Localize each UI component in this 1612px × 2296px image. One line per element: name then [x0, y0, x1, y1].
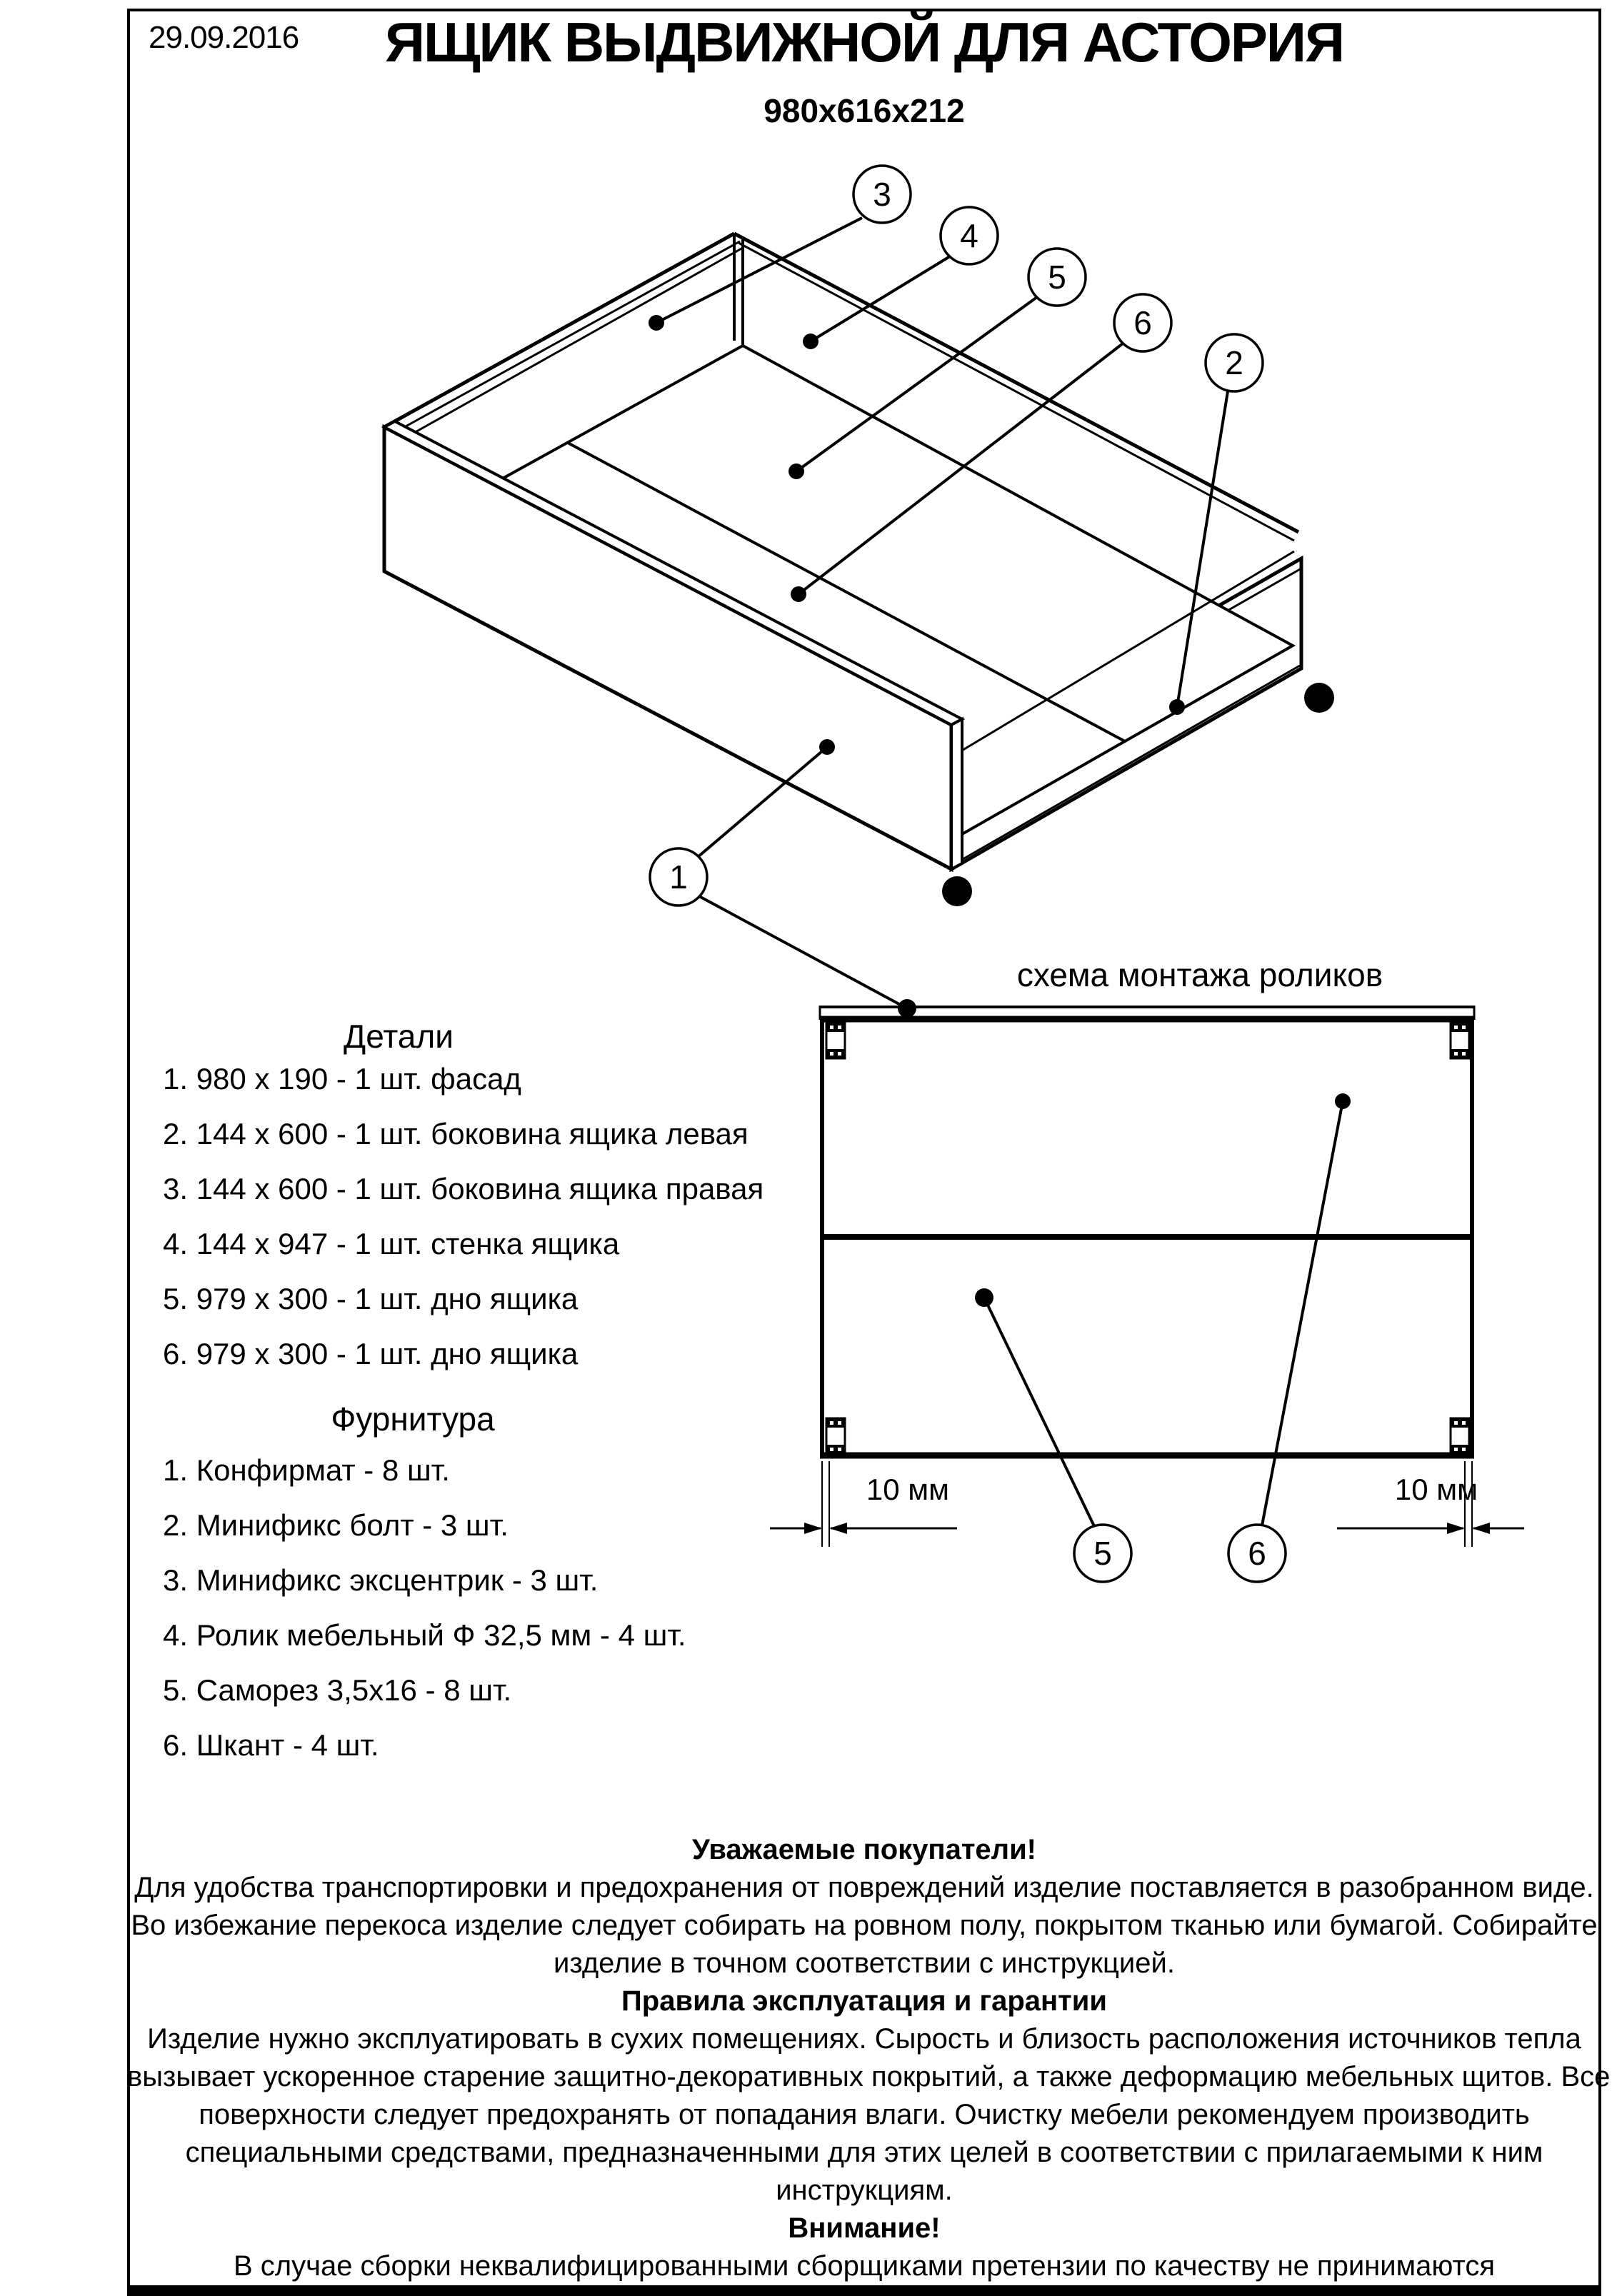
notes-line: вызывает ускоренное старение защитно-декоративных покрытий, а также деформацию мебельных щитов. Все	[127, 2061, 1611, 2092]
roller-wheel-right	[1304, 683, 1334, 713]
notes-line: специальными средствами, предназначенными для этих целей в соответствии с прилагаемыми к ним	[185, 2137, 1543, 2168]
svg-text:5: 5	[1093, 1535, 1112, 1572]
notes-line: Для удобства транспортировки и предохранения от повреждений изделие поставляется в разобранном виде.	[134, 1872, 1594, 1903]
callout-3	[853, 166, 911, 223]
scheme-title: схема монтажа роликов	[1016, 956, 1383, 993]
svg-text:6: 6	[1248, 1535, 1266, 1572]
callout-4	[941, 207, 998, 264]
parts-item: 3. 144 х 600 - 1 шт. боковина ящика правая	[163, 1172, 764, 1205]
roller-bracket-top-right	[1451, 1023, 1469, 1058]
hardware-item: 2. Минификс болт - 3 шт.	[163, 1508, 509, 1542]
parts-item: 2. 144 х 600 - 1 шт. боковина ящика левая	[163, 1117, 749, 1150]
dimension-label-left: 10 мм	[866, 1473, 950, 1506]
notes-line: изделие в точном соответствии с инструкцией.	[554, 1947, 1175, 1979]
notes-line: поверхности следует предохранять от попадания влаги. Очистку мебели рекомендуем производить	[199, 2099, 1530, 2130]
parts-item: 1. 980 х 190 - 1 шт. фасад	[163, 1062, 521, 1096]
hardware-item: 5. Саморез 3,5х16 - 8 шт.	[163, 1673, 512, 1707]
dimension-label-right: 10 мм	[1394, 1473, 1478, 1506]
notes-heading-attention: Внимание!	[788, 2212, 941, 2244]
callout-6	[1114, 294, 1171, 351]
doc-title: ЯЩИК ВЫДВИЖНОЙ ДЛЯ АСТОРИЯ	[384, 11, 1344, 74]
hardware-item: 1. Конфирмат - 8 шт.	[163, 1453, 450, 1487]
scheme-callout-6	[1228, 1525, 1286, 1582]
parts-heading: Детали	[344, 1018, 454, 1055]
scheme-callout-5	[1074, 1525, 1131, 1582]
doc-subtitle: 980х616х212	[764, 92, 965, 129]
roller-bracket-bottom-right	[1451, 1418, 1469, 1454]
parts-item: 4. 144 х 947 - 1 шт. стенка ящика	[163, 1227, 620, 1260]
hardware-item: 3. Минификс эксцентрик - 3 шт.	[163, 1563, 599, 1597]
notes-line: инструкциям.	[776, 2175, 953, 2206]
svg-text:1: 1	[669, 858, 688, 896]
callout-5	[1028, 249, 1086, 306]
svg-text:3: 3	[873, 176, 891, 213]
notes-line: Изделие нужно эксплуатировать в сухих помещениях. Сырость и близость расположения источников тепла	[147, 2023, 1581, 2055]
parts-item: 6. 979 х 300 - 1 шт. дно ящика	[163, 1337, 579, 1370]
svg-text:4: 4	[960, 217, 978, 254]
svg-text:2: 2	[1225, 344, 1243, 381]
parts-list	[163, 1051, 764, 1381]
notes-line: Во избежание перекоса изделие следует собирать на ровном полу, покрытом тканью или бумагой. Собирайте	[131, 1910, 1598, 1941]
callout-1	[650, 848, 707, 906]
notes-line: В случае сборки неквалифицированными сборщиками претензии по качеству не принимаются	[233, 2250, 1496, 2282]
roller-bracket-top-left	[826, 1023, 845, 1058]
hardware-item: 6. Шкант - 4 шт.	[163, 1728, 379, 1762]
parts-item: 5. 979 х 300 - 1 шт. дно ящика	[163, 1282, 579, 1315]
customer-notes	[127, 1831, 1611, 2285]
hardware-heading: Фурнитура	[331, 1400, 495, 1438]
notes-heading-customers: Уважаемые покупатели!	[691, 1834, 1036, 1865]
roller-wheel-front	[942, 876, 972, 906]
hardware-item: 4. Ролик мебельный Ф 32,5 мм - 4 шт.	[163, 1618, 686, 1652]
drawer-isometric-drawing	[384, 234, 1334, 906]
svg-text:5: 5	[1048, 259, 1066, 296]
hardware-list	[163, 1443, 686, 1773]
svg-text:6: 6	[1133, 304, 1152, 341]
roller-bracket-bottom-left	[826, 1418, 845, 1454]
roller-mounting-scheme	[770, 1006, 1524, 1547]
notes-heading-rules: Правила эксплуатация и гарантии	[621, 1985, 1107, 2017]
page-date: 29.09.2016	[149, 20, 299, 55]
callout-2	[1206, 334, 1263, 391]
